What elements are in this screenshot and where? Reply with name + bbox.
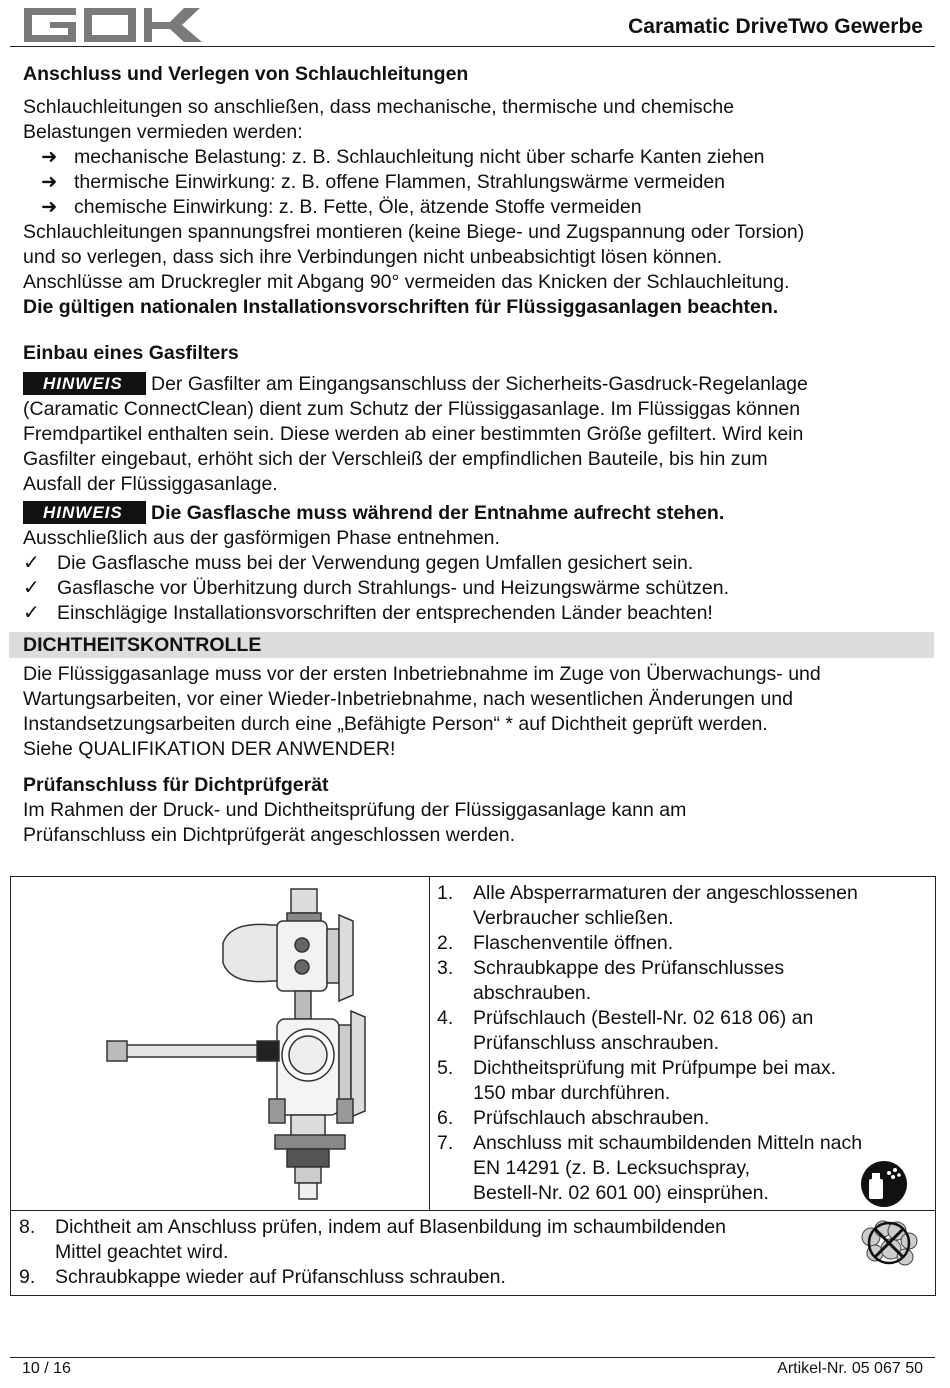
- check-item: [23, 576, 928, 601]
- paragraph-line: Ausfall der Flüssiggasanlage.: [23, 473, 278, 495]
- list-item: [437, 1106, 927, 1131]
- list-item-text: chemische Einwirkung: z. B. Fette, Öle, ätzende Stoffe vermeiden: [74, 196, 642, 218]
- paragraph-line: und so verlegen, dass sich ihre Verbindungen nicht unbeabsichtigt lösen können.: [23, 246, 723, 268]
- step-number: 8.: [19, 1216, 36, 1238]
- notice-badge: HINWEIS: [23, 501, 146, 524]
- step-text: Prüfanschluss anschrauben.: [473, 1032, 720, 1054]
- list-item: [23, 195, 928, 220]
- paragraph-line: Ausschließlich aus der gasförmigen Phase entnehmen.: [23, 527, 500, 549]
- paragraph-line: (Caramatic ConnectClean) dient zum Schutz der Flüssiggasanlage. Im Flüssiggas können: [23, 398, 801, 420]
- step-number: 1.: [437, 882, 454, 904]
- paragraph-line: Die Flüssiggasanlage muss vor der ersten Inbetriebnahme im Zuge von Überwachungs- und: [23, 663, 821, 685]
- step-number: 6.: [437, 1107, 454, 1129]
- paragraph-line: Wartungsarbeiten, vor einer Wieder-Inbetriebnahme, nach wesentlichen Änderungen und: [23, 688, 793, 710]
- steps-list-lower: [19, 1215, 839, 1290]
- heading-gas-filter: Einbau eines Gasfilters: [23, 342, 239, 364]
- paragraph-line: Prüfanschluss ein Dichtprüfgerät angeschlossen werden.: [23, 824, 516, 846]
- table-divider: [429, 877, 430, 1210]
- check-mark-icon: ✓: [23, 577, 40, 599]
- step-number: 9.: [19, 1266, 36, 1288]
- list-item: [23, 145, 928, 170]
- instruction-table: [10, 876, 936, 1296]
- step-text: Bestell-Nr. 02 601 00) einsprühen.: [473, 1182, 769, 1204]
- step-text: EN 14291 (z. B. Lecksuchspray,: [473, 1157, 751, 1179]
- check-item: [23, 551, 928, 576]
- step-text: Alle Absperrarmaturen der angeschlossenen: [473, 882, 858, 904]
- notice-text: Der Gasfilter am Eingangsanschluss der Sicherheits-Gasdruck-Regelanlage: [151, 373, 808, 395]
- step-number: 5.: [437, 1057, 454, 1079]
- page-footer: [10, 1357, 935, 1377]
- list-item: [437, 931, 927, 956]
- list-item: [437, 1056, 927, 1106]
- step-text: Mittel geachtet wird.: [55, 1241, 229, 1263]
- step-text: Flaschenventile öffnen.: [473, 932, 674, 954]
- page-header: [10, 6, 935, 47]
- gok-logo: [24, 8, 202, 42]
- paragraph-line: Belastungen vermieden werden:: [23, 121, 303, 143]
- arrow-right-icon: ➜: [41, 196, 58, 218]
- content: [23, 62, 928, 848]
- check-item-text: Die Gasflasche muss bei der Verwendung gegen Umfallen gesichert sein.: [57, 552, 694, 574]
- step-text: Verbraucher schließen.: [473, 907, 674, 929]
- document-title: Caramatic DriveTwo Gewerbe: [628, 15, 923, 38]
- paragraph-line: Schlauchleitungen so anschließen, dass mechanische, thermische und chemische: [23, 96, 735, 118]
- check-item-text: Einschlägige Installationsvorschriften der entsprechenden Länder beachten!: [57, 602, 713, 624]
- arrow-right-icon: ➜: [41, 146, 58, 168]
- step-text: Prüfschlauch (Bestell-Nr. 02 618 06) an: [473, 1007, 814, 1029]
- paragraph-line: Siehe QUALIFIKATION DER ANWENDER!: [23, 738, 396, 760]
- heading-hose-lines: Anschluss und Verlegen von Schlauchleitungen: [23, 63, 469, 85]
- table-divider: [11, 1210, 935, 1211]
- list-item: [437, 1131, 927, 1206]
- bubble-check-icon: [857, 1217, 921, 1269]
- step-number: 7.: [437, 1132, 454, 1154]
- steps-list: [437, 881, 927, 1206]
- spray-can-icon: [857, 1159, 911, 1209]
- check-mark-icon: ✓: [23, 602, 40, 624]
- page-number: 10 / 16: [22, 1360, 71, 1377]
- notice-bold-text: Die Gasflasche muss während der Entnahme aufrecht stehen.: [151, 502, 725, 524]
- step-number: 4.: [437, 1007, 454, 1029]
- step-text: abschrauben.: [473, 982, 592, 1004]
- paragraph-line: Anschlüsse am Druckregler mit Abgang 90° vermeiden das Knicken der Schlauchleitung.: [23, 271, 790, 293]
- check-item-text: Gasflasche vor Überhitzung durch Strahlungs- und Heizungswärme schützen.: [57, 577, 730, 599]
- list-item: [23, 170, 928, 195]
- check-item: [23, 601, 928, 626]
- list-item: [437, 1006, 927, 1056]
- step-text: Schraubkappe wieder auf Prüfanschluss schrauben.: [55, 1266, 506, 1288]
- heading-test-port: Prüfanschluss für Dichtprüfgerät: [23, 774, 329, 796]
- notice-paragraph: [23, 372, 928, 397]
- paragraph-line: Instandsetzungsarbeiten durch eine „Befähigte Person“ * auf Dichtheit geprüft werden.: [23, 713, 768, 735]
- check-mark-icon: ✓: [23, 552, 40, 574]
- section-bar-leak-test: DICHTHEITSKONTROLLE: [9, 632, 934, 658]
- paragraph-line: Fremdpartikel enthalten sein. Diese werden ab einer bestimmten Größe gefiltert. Wird kein: [23, 423, 804, 445]
- regulator-illustration: [101, 885, 401, 1203]
- step-text: Dichtheitsprüfung mit Prüfpumpe bei max.: [473, 1057, 837, 1079]
- notice-badge: HINWEIS: [23, 372, 146, 395]
- list-item: [437, 956, 927, 1006]
- step-number: 3.: [437, 957, 454, 979]
- arrow-right-icon: ➜: [41, 171, 58, 193]
- notice-paragraph: [23, 501, 928, 526]
- list-item: [19, 1215, 839, 1265]
- paragraph-line: Schlauchleitungen spannungsfrei montieren (keine Biege- und Zugspannung oder Torsion): [23, 221, 805, 243]
- article-number: Artikel-Nr. 05 067 50: [777, 1360, 923, 1377]
- list-item: [437, 881, 927, 931]
- list-item-text: thermische Einwirkung: z. B. offene Flammen, Strahlungswärme vermeiden: [74, 171, 726, 193]
- bold-note: Die gültigen nationalen Installationsvorschriften für Flüssiggasanlagen beachten.: [23, 296, 779, 318]
- step-text: Schraubkappe des Prüfanschlusses: [473, 957, 785, 979]
- list-item-text: mechanische Belastung: z. B. Schlauchleitung nicht über scharfe Kanten ziehen: [74, 146, 765, 168]
- paragraph-line: Gasfilter eingebaut, erhöht sich der Verschleiß der empfindlichen Bauteile, bis hin zum: [23, 448, 768, 470]
- step-text: Anschluss mit schaumbildenden Mitteln nach: [473, 1132, 863, 1154]
- step-number: 2.: [437, 932, 454, 954]
- step-text: Prüfschlauch abschrauben.: [473, 1107, 710, 1129]
- list-item: [19, 1265, 839, 1290]
- paragraph-line: Im Rahmen der Druck- und Dichtheitsprüfung der Flüssiggasanlage kann am: [23, 799, 687, 821]
- step-text: 150 mbar durchführen.: [473, 1082, 671, 1104]
- step-text: Dichtheit am Anschluss prüfen, indem auf Blasenbildung im schaumbildenden: [55, 1216, 726, 1238]
